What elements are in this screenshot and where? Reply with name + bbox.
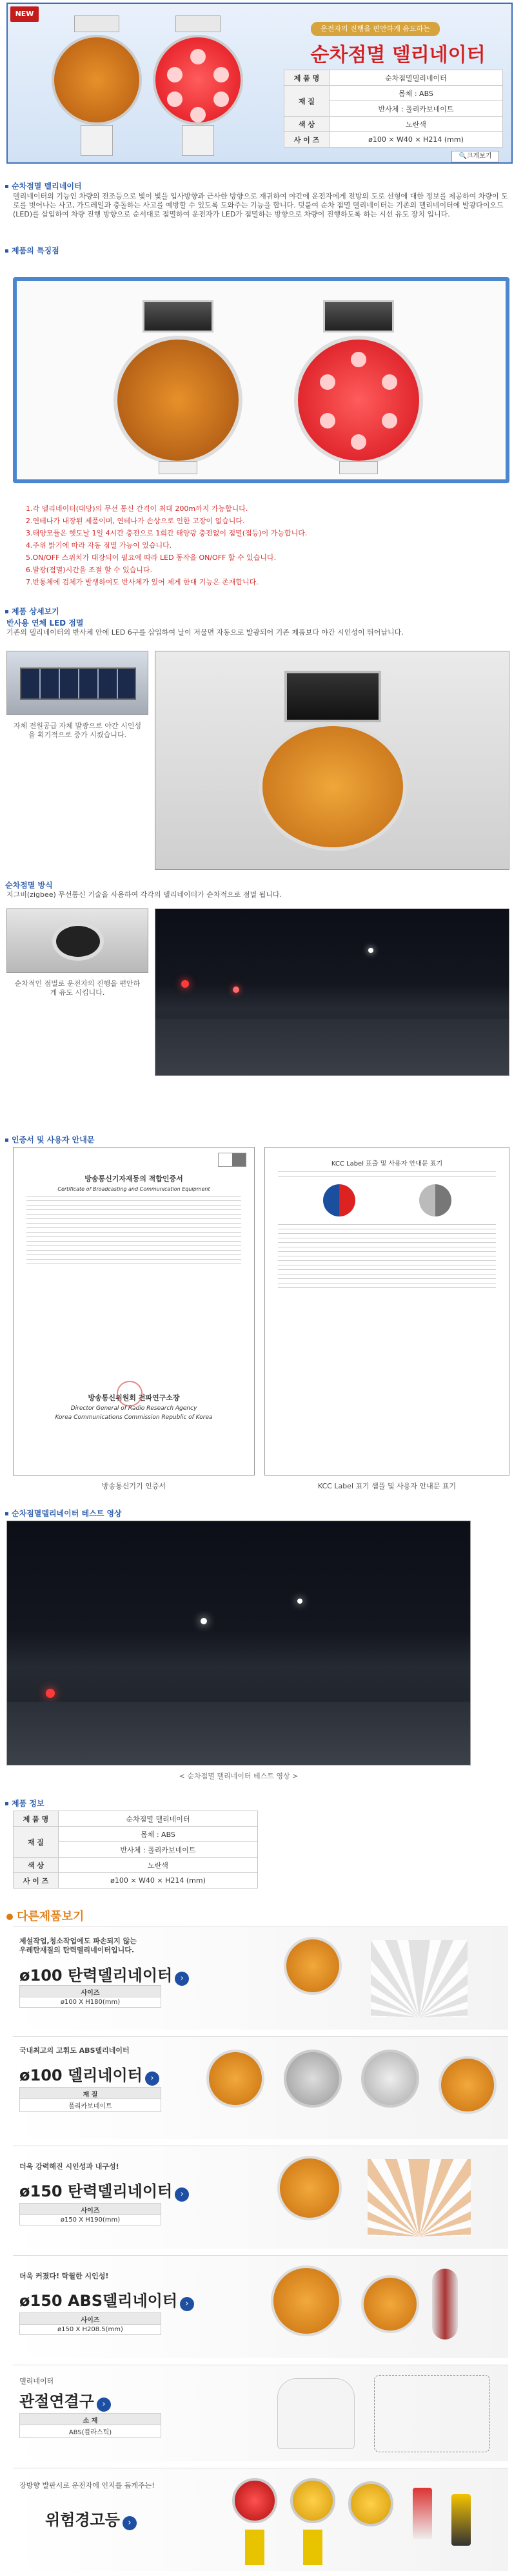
product-info-heading: 제품 정보 — [5, 1798, 44, 1809]
cert-caption-right: KCC Label 표기 샘플 및 사용자 안내문 표기 — [317, 1482, 457, 1490]
arrow-right-icon[interactable]: › — [175, 2187, 189, 2202]
kcc-logo-gray-icon — [419, 1184, 451, 1216]
spec-value: 반사체 : 폴리카보네이트 — [59, 1842, 258, 1858]
product-image — [284, 1937, 342, 1995]
product-box-label: 사이즈 — [19, 2203, 161, 2216]
cert-footer-ko: 방송통신위원회 전파연구소장 — [88, 1394, 180, 1402]
other-product-3[interactable] — [13, 2146, 508, 2249]
product-image — [271, 2265, 342, 2336]
test-heading: 순차점멸델리네이터 테스트 영상 — [5, 1508, 122, 1519]
seal-icon — [117, 1381, 143, 1407]
product-image-red — [153, 15, 243, 157]
details-caption: 자체 전원공급 자체 발광으로 야간 시인성을 획기적으로 증가 시켰습니다. — [13, 722, 142, 739]
details-heading: 제품 상세보기 — [5, 606, 59, 617]
header-tagline: 운전자의 진행을 편안하게 유도하는 — [311, 22, 440, 36]
zoom-button-label: 크게보기 — [466, 153, 492, 160]
solar-panel-photo — [6, 651, 148, 715]
test-caption: < 순차점멸 델리네이터 테스트 영상 > — [179, 1772, 299, 1780]
product-image — [232, 2478, 277, 2523]
cert-title: 방송통신기자재등의 적합인증서 — [84, 1175, 183, 1183]
sequential-night-photo — [155, 908, 509, 1076]
other-product-6[interactable] — [13, 2468, 508, 2571]
header-spec-table — [284, 70, 503, 148]
kcc-document — [264, 1147, 509, 1475]
feature-product-amber — [113, 300, 242, 474]
product-desc: 델리네이터 — [19, 2377, 54, 2385]
other-product-1[interactable] — [13, 1927, 508, 2030]
kcc-logo-color-icon — [323, 1184, 355, 1216]
features-heading: 제품의 특징점 — [5, 245, 59, 256]
product-image — [206, 2050, 264, 2108]
kcc-title: KCC Label 표출 및 사용자 안내문 표기 — [331, 1160, 443, 1168]
feature-item: 7.반통체에 검체가 발생하여도 반사체가 있어 제게 한대 기능은 존재합니다. — [26, 578, 259, 586]
spec-value: 노란색 — [59, 1858, 258, 1873]
test-video-frame[interactable] — [6, 1521, 471, 1765]
features-image-frame — [13, 277, 509, 483]
cert-title-en: Certificate of Broadcasting and Communication Equipment — [57, 1186, 210, 1192]
feature-item: 1.각 델리네이터(대당)의 무선 통신 간격이 최대 200m까지 가능합니다. — [26, 505, 248, 513]
product-box-value: 폴리카보네이트 — [19, 2099, 161, 2112]
product-name: ø150 탄력델리네이터 — [19, 2182, 173, 2200]
spec-value: 노란색 — [330, 117, 503, 132]
spec-label: 사 이 즈 — [284, 132, 330, 148]
others-heading-label: 다른제품보기 — [17, 1910, 84, 1923]
sequential-text: 지그비(zigbee) 무선통신 기술을 사용하여 각각의 델리네이터가 순차적으로 점멸 됩니다. — [6, 890, 282, 899]
product-box-label: 사이즈 — [19, 1985, 161, 1999]
header-title: 순차점멸 델리네이터 — [310, 44, 486, 66]
spec-value: 반사체 : 폴리카보네이트 — [330, 101, 503, 117]
arrow-right-icon[interactable]: › — [180, 2297, 194, 2311]
sequential-caption: 순차적인 점멸로 운전자의 진행을 편안하게 유도 시킵니다. — [14, 979, 141, 997]
intro-heading: 순차점멸 델리네이터 — [5, 180, 82, 191]
features-list — [26, 503, 490, 588]
feature-item: 4.주위 밝기에 따라 자동 점멸 가능이 있습니다. — [26, 541, 172, 550]
sequential-heading: 순차점멸 방식 — [5, 881, 53, 890]
spec-value: ø100 × W40 × H214 (mm) — [330, 132, 503, 148]
product-box-label: 재 질 — [19, 2087, 161, 2100]
product-box-value: ø150 X H190(mm) — [19, 2215, 161, 2225]
arrow-right-icon[interactable]: › — [175, 1972, 189, 1986]
product-info-table — [13, 1811, 258, 1889]
details-text: 기존의 델리네이터의 반사체 안에 LED 6구를 삽입하여 날이 저물면 자동으로 발광되어 기존 제품보다 야간 시인성이 뛰어납니다. — [6, 628, 404, 637]
spec-value: 몸체 : ABS — [59, 1827, 258, 1842]
orange-bullet-icon — [6, 1914, 13, 1920]
product-image-amber — [52, 15, 142, 157]
other-product-4[interactable] — [13, 2255, 508, 2358]
spec-label: 재 질 — [284, 86, 330, 117]
arrow-right-icon[interactable]: › — [97, 2398, 111, 2412]
product-desc: 제설작업,청소작업에도 파손되지 않는 우레탄재질의 탄력델리네이터입니다. — [19, 1937, 137, 1954]
arrow-right-icon[interactable]: › — [145, 2071, 159, 2086]
product-desc: 더욱 커졌다! 탁월한 시인성! — [19, 2272, 109, 2280]
product-name: ø100 탄력델리네이터 — [19, 1966, 173, 1985]
product-image — [277, 2378, 355, 2449]
spec-value: ø100 × W40 × H214 (mm) — [59, 1873, 258, 1889]
spec-value: 몸체 : ABS — [330, 86, 503, 101]
spec-value: 순차점멸 델리네이터 — [59, 1811, 258, 1827]
product-desc: 더욱 강력해진 시인성과 내구성! — [19, 2162, 119, 2171]
product-name: ø150 ABS델리네이터 — [19, 2292, 178, 2310]
product-box-value: ø100 X H180(mm) — [19, 1997, 161, 2008]
spec-value: 순차점멸델리네이터 — [330, 70, 503, 86]
product-box-label: 사이즈 — [19, 2312, 161, 2326]
product-name: ø100 델리네이터 — [19, 2066, 143, 2084]
product-desc: 장방향 발판시로 운전자에 인지를 돕게주는! — [19, 2481, 155, 2490]
product-box-value: ø150 X H208.5(mm) — [19, 2324, 161, 2335]
product-name: 관절연결구 — [19, 2392, 94, 2410]
certs-heading: 인증서 및 사용자 안내문 — [5, 1134, 94, 1145]
product-box-value: ABS(플라스틱) — [19, 2425, 161, 2438]
cert-caption-left: 방송통신기기 인증서 — [101, 1482, 166, 1490]
cert-footer-en: Director General of Radio Research Agency — [70, 1405, 197, 1412]
feature-item: 2.연테나가 내장된 제품이며, 연테나가 손상으로 인한 고장이 없습니다. — [26, 517, 245, 525]
spec-label: 제 품 명 — [284, 70, 330, 86]
product-box-label: 소 재 — [19, 2413, 161, 2427]
spec-label: 사 이 즈 — [14, 1873, 59, 1889]
details-product-photo — [155, 651, 509, 870]
new-badge: NEW — [10, 6, 39, 22]
feature-item: 6.발광(점멸)시간을 조절 할 수 있습니다. — [26, 566, 152, 574]
header-banner — [6, 3, 513, 164]
spec-label: 재 질 — [14, 1827, 59, 1858]
sequential-closeup-photo — [6, 908, 148, 973]
other-product-5[interactable] — [13, 2365, 508, 2461]
other-product-2[interactable] — [13, 2036, 508, 2139]
spec-label: 제 품 명 — [14, 1811, 59, 1827]
product-name: 위험경고등 — [45, 2511, 120, 2529]
spec-label: 색 상 — [284, 117, 330, 132]
others-heading — [6, 1907, 84, 1924]
feature-item: 3.태양모듈은 햇도날 1일 4시간 충전으로 1회간 태양광 충전없이 점멸(점등)이 가능합니다. — [26, 529, 308, 537]
intro-text: 델리네이터의 기능인 차량의 전조등으로 빛이 빛을 입사방향과 근사한 방향으로 재귀하여 야간에 운전자에게 전방의 도로 선형에 대한 정보를 제공하여 차량이 도로를 벗어나는 사고, 가드레일과 충돌하는 사고를 예방할 수 있도록 도와주는 기능을 합니다. 덧붙여 순차 점멸 델리네이터는 기존의 델리네이터에 발광다이오드(LED)를 삽입하여 차량 진행 방향으로 순서대로 점멸하여 운전자가 LED가 점멸하는 방향으로 차량이 진행하도록 하는 시선 유도 장치 입니다. — [13, 192, 508, 218]
feature-item: 5.ON/OFF 스위치가 대장되어 필요에 따라 LED 동작을 ON/OFF 할 수 있습니다. — [26, 553, 277, 562]
spec-label: 색 상 — [14, 1858, 59, 1873]
details-subheading: 반사용 연체 LED 점멸 — [6, 619, 84, 628]
cert-footer-en2: Korea Communications Commission Republic of Korea — [55, 1414, 213, 1421]
feature-product-red — [294, 300, 423, 474]
magnifier-icon: 🔍 — [459, 153, 467, 160]
product-desc: 국내최고의 고휘도 ABS델리네이터 — [19, 2046, 130, 2055]
product-image — [277, 2156, 342, 2220]
cert-document — [13, 1147, 255, 1475]
arrow-right-icon[interactable]: › — [123, 2516, 137, 2530]
zoom-button[interactable] — [451, 151, 499, 162]
